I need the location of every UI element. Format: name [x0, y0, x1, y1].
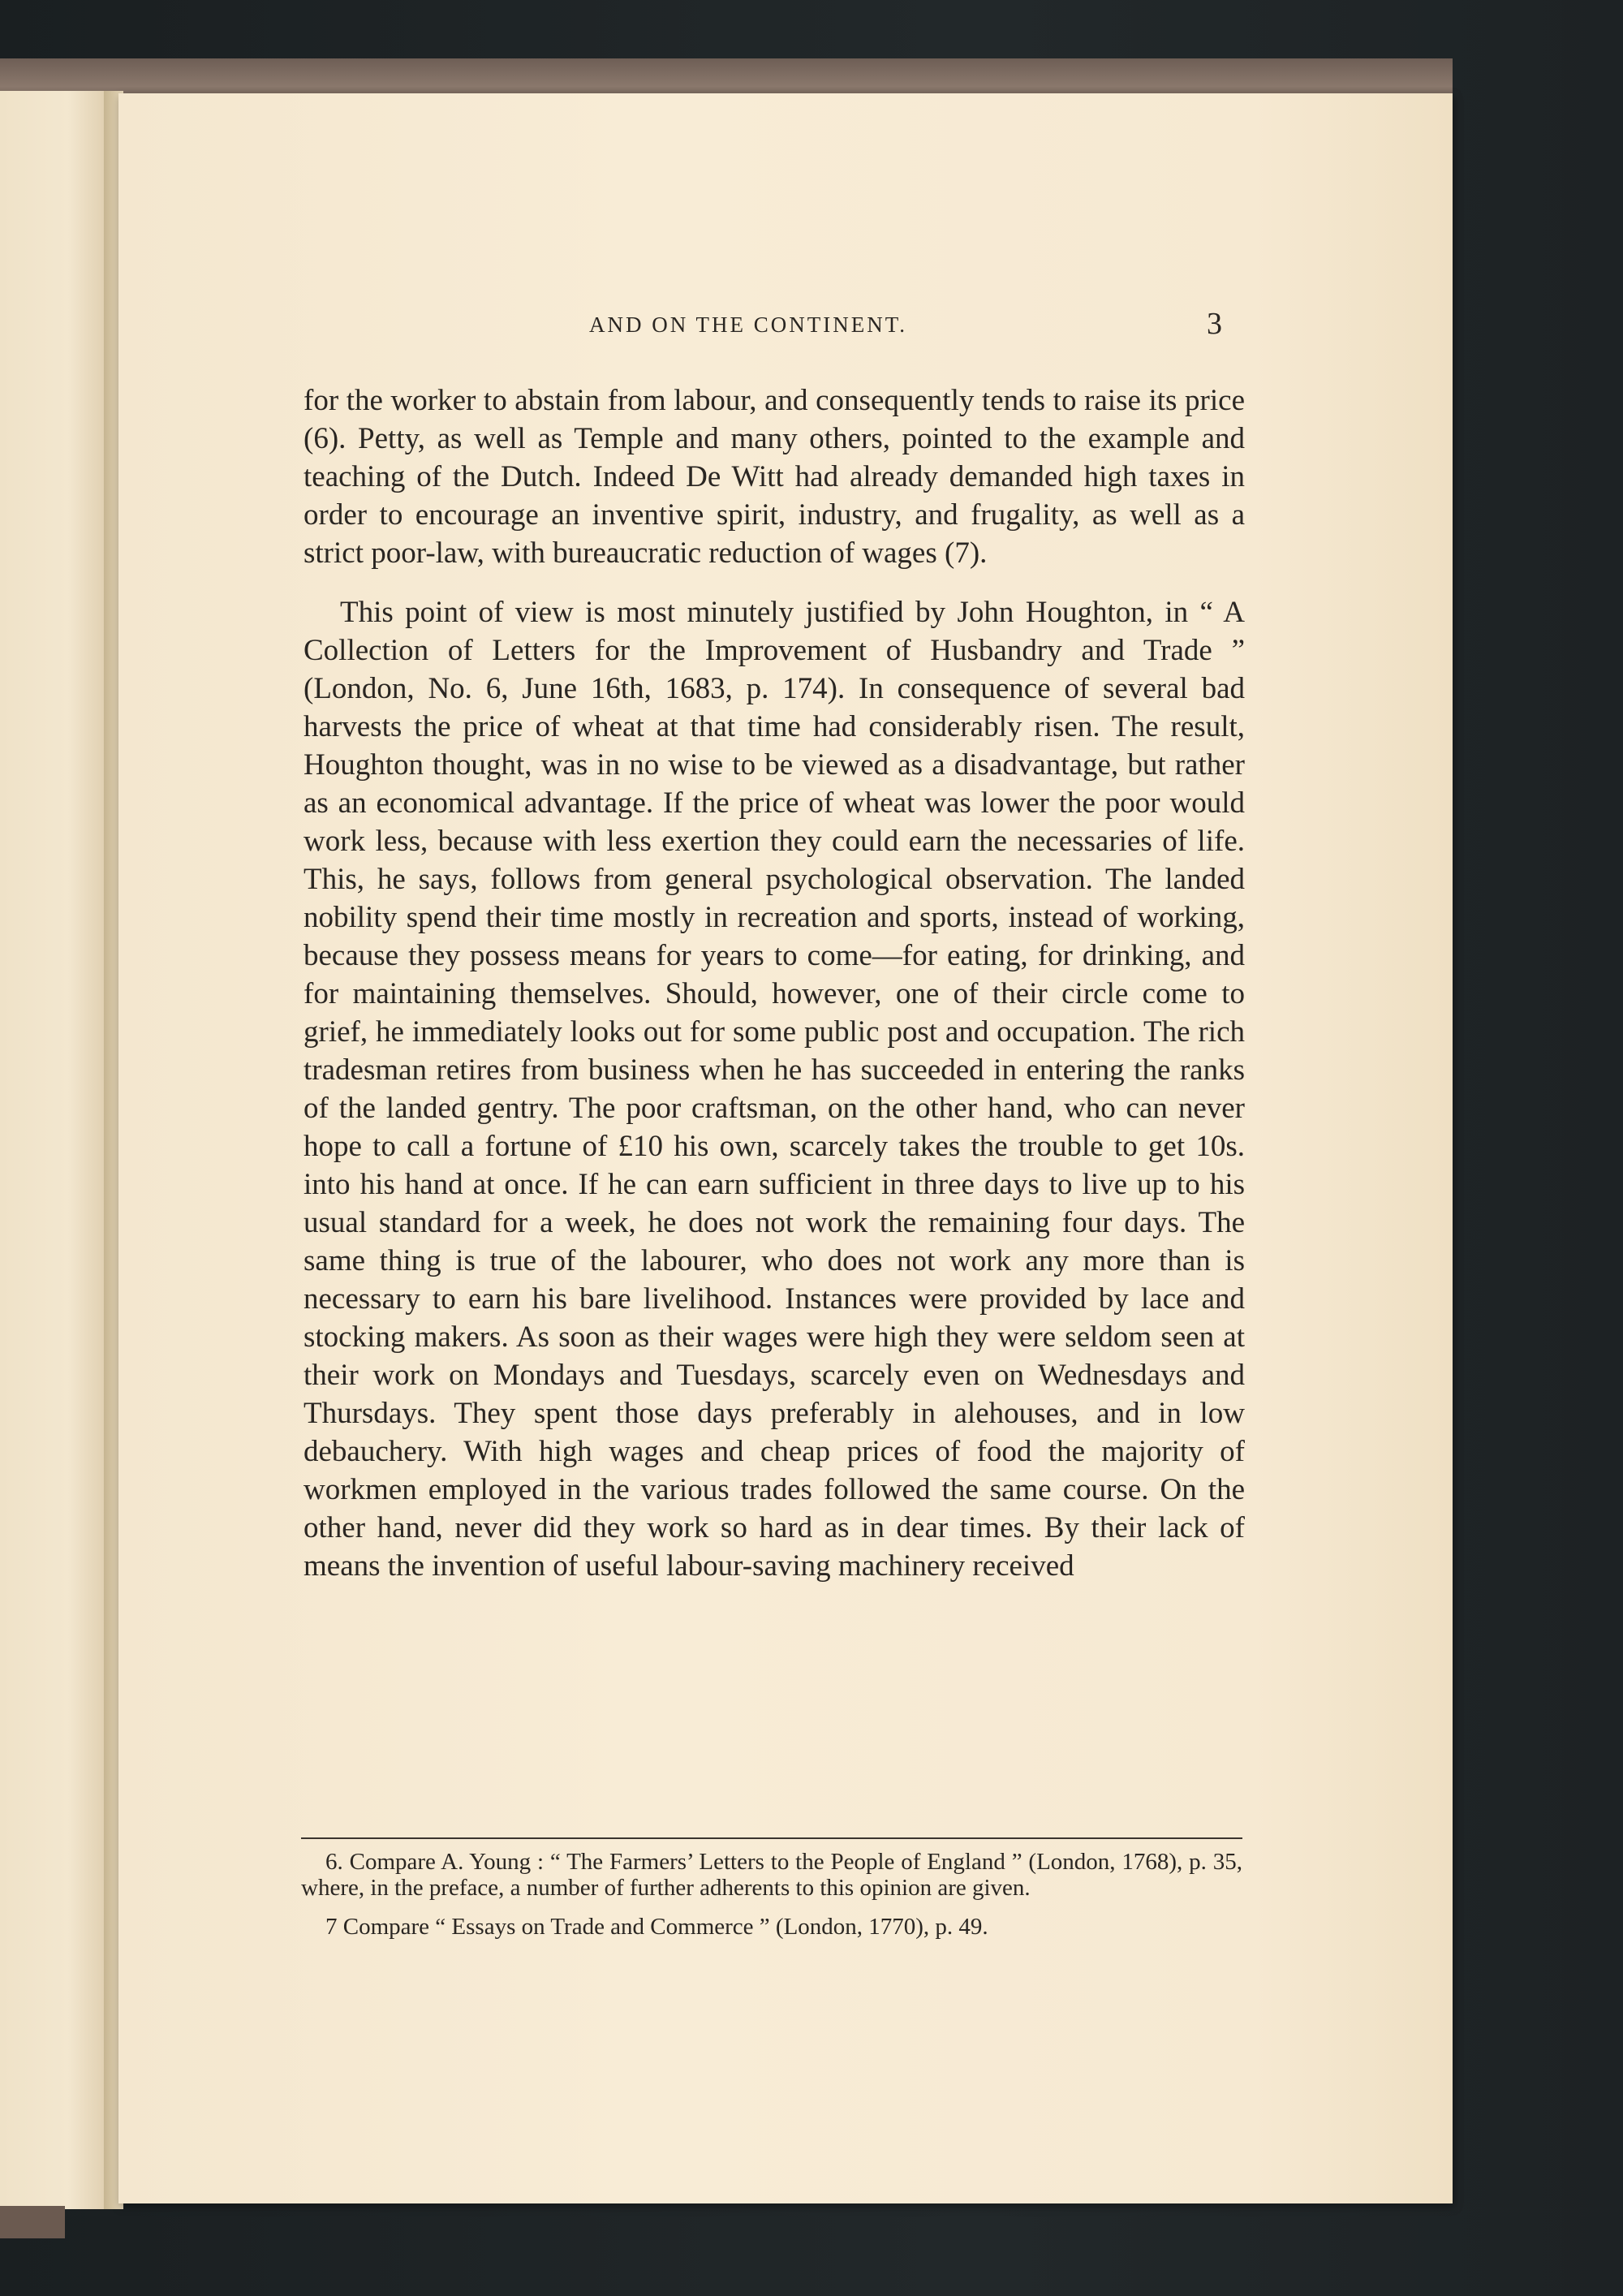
- footnote-7: 7 Compare “ Essays on Trade and Commerce ” (London, 1770), p. 49.: [325, 1914, 988, 1940]
- page-number: 3: [1207, 307, 1222, 341]
- paragraph-continued: for the worker to abstain from labour, and consequently tends to raise its price (6). Petty, as well as Temple and many others, pointed to the example and teaching of the Dutch. Indeed De Witt had already demanded high taxes in order to encourage an inventive spirit, industry, and frugality, as well as a strict poor-law, with bureaucratic reduction of wages (7).: [304, 384, 1245, 570]
- book-cover-corner: [0, 2206, 65, 2238]
- paragraph-houghton: This point of view is most minutely justified by John Houghton, in “ A Collection of Letters for the Improvement of Husbandry and Trade ” (London, No. 6, June 16th, 1683, p. 174). In consequence of several bad harvests the price of wheat at that time had considerably risen. The result, Houghton thought, was in no wise to be viewed as a disadvantage, but rather as an economical advantage. If the price of wheat was lower the poor would work less, because with less exertion they could earn the necessaries of life. This, he says, follows from general psychological observation. The landed nobility spend their time mostly in recreation and sports, instead of working, because they possess means for years to come—for eating, for drinking, and for maintaining themselves. Should, however, one of their circle come to grief, he immediately looks out for some public post and occupation. The rich tradesman retires from business when he has succeeded in entering the ranks of the landed gentry. The poor craftsman, on the other hand, who can never hope to call a fortune of £10 his own, scarcely takes the trouble to get 10s. into his hand at once. If he can earn sufficient in three days to live up to his usual standard for a week, he does not work the remaining four days. The same thing is true of the labourer, who does not work any more than is necessary to earn his bare livelihood. Instances were provided by lace and stocking makers. As soon as their wages were high they were seldom seen at their work on Mondays and Tuesdays, scarcely even on Wednesdays and Thursdays. They spent those days preferably in alehouses, and in low debauchery. With high wages and cheap prices of food the majority of workmen employed in the various trades followed the same course. On the other hand, never did they work so hard as in dear times. By their lack of means the invention of useful labour-saving machinery received: [304, 596, 1245, 1583]
- book-page: [118, 93, 1453, 2203]
- body-text: [304, 381, 1245, 1606]
- left-page-edge: [0, 91, 114, 2209]
- footnote-rule: [301, 1837, 1242, 1839]
- footnotes: [301, 1849, 1242, 1953]
- running-head: [589, 306, 1222, 343]
- running-head-title: AND ON THE CONTINENT.: [589, 312, 907, 337]
- footnote-6: 6. Compare A. Young : “ The Farmers’ Letters to the People of England ” (London, 1768), p. 35, where, in the preface, a number of further adherents to this opinion are given.: [301, 1849, 1242, 1901]
